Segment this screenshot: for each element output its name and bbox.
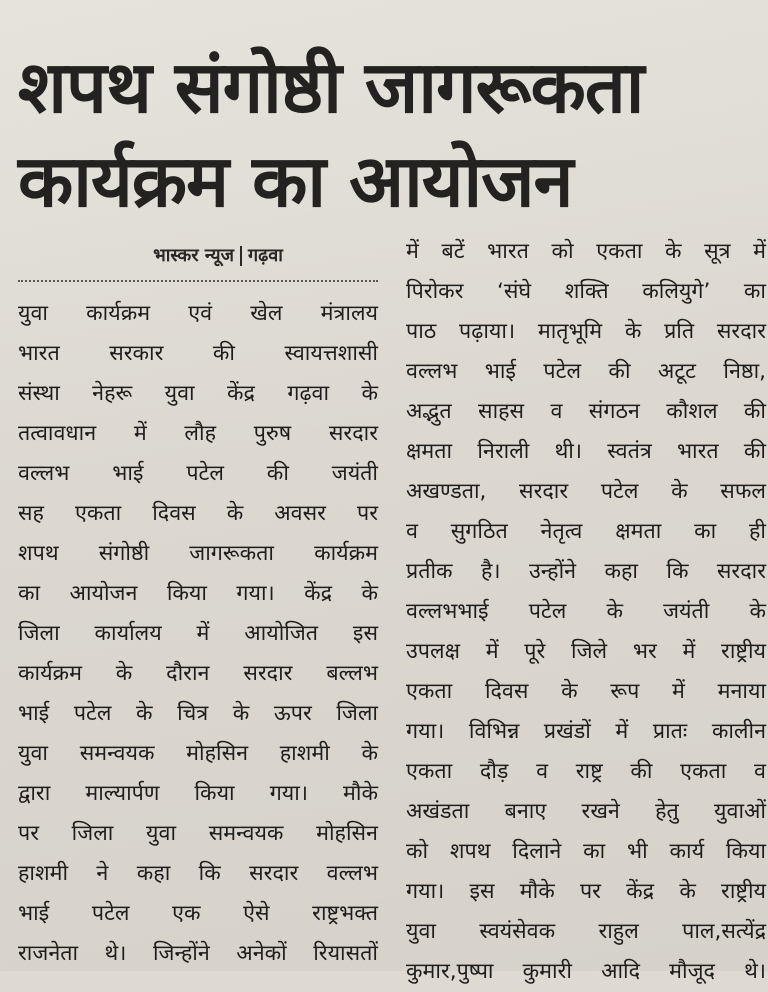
- article-text-line: क्षमता निराली थी। स्वतंत्र भारत की: [406, 439, 766, 464]
- byline-source: भास्कर न्यूज: [153, 245, 234, 266]
- article-text-line: अखंडता बनाए रखने हेतु युवाओं: [406, 799, 766, 824]
- article-text-line: संस्था नेहरू युवा केंद्र गढ़वा के: [18, 381, 378, 406]
- article-text-line: भाई पटेल एक ऐसे राष्ट्रभक्त: [18, 901, 378, 926]
- article-text-line: जिला कार्यालय में आयोजित इस: [18, 621, 378, 646]
- article-text-line: गया। विभिन्न प्रखंडों में प्रातः कालीन: [406, 719, 766, 744]
- article-text-line: भारत सरकार की स्वायत्तशासी: [18, 341, 378, 366]
- article-text-line: युवा स्वयंसेवक राहुल पाल,सत्येंद्र: [406, 919, 766, 944]
- article-text-line: व सुगठित नेतृत्व क्षमता का ही: [406, 519, 766, 544]
- article-text-line: कुमार,पुष्पा कुमारी आदि मौजूद थे।: [406, 959, 766, 984]
- article-text-line: युवा कार्यक्रम एवं खेल मंत्रालय: [18, 301, 378, 326]
- article-text-line: उपलक्ष में पूरे जिले भर में राष्ट्रीय: [406, 639, 766, 664]
- article-text-line: कार्यक्रम के दौरान सरदार बल्लभ: [18, 661, 378, 686]
- left-column-body: [18, 294, 378, 974]
- headline-line-2: कार्यक्रम का आयोजन: [18, 139, 573, 223]
- article-text-line: को शपथ दिलाने का भी कार्य किया: [406, 839, 766, 864]
- headline: [18, 40, 748, 228]
- article-text-line: पर जिला युवा समन्वयक मोहसिन: [18, 821, 378, 846]
- left-column: [18, 232, 378, 974]
- byline-separator: [240, 246, 242, 266]
- article-text-line: वल्लभभाई पटेल के जयंती के: [406, 599, 766, 624]
- right-column-body: [406, 232, 766, 992]
- article-text-line: पिरोकर ‘संघे शक्ति कलियुगे’ का: [406, 279, 766, 304]
- right-column: [406, 232, 766, 992]
- article-text-line: प्रतीक है। उन्होंने कहा कि सरदार: [406, 559, 766, 584]
- byline: [18, 232, 378, 282]
- article-text-line: अखण्डता, सरदार पटेल के सफल: [406, 479, 766, 504]
- article-text-line: वल्लभ भाई पटेल की जयंती: [18, 461, 378, 486]
- article-text-line: अद्भुत साहस व संगठन कौशल की: [406, 399, 766, 424]
- article-text-line: का आयोजन किया गया। केंद्र के: [18, 581, 378, 606]
- article-text-line: हाशमी ने कहा कि सरदार वल्लभ: [18, 861, 378, 886]
- headline-line-1: शपथ संगोष्ठी जागरूकता: [18, 45, 644, 129]
- article-text-line: एकता दिवस के रूप में मनाया: [406, 679, 766, 704]
- article-columns: [18, 232, 766, 984]
- article-text-line: पाठ पढ़ाया। मातृभूमि के प्रति सरदार: [406, 319, 766, 344]
- article-text-line: तत्वावधान में लौह पुरुष सरदार: [18, 421, 378, 446]
- article-text-line: गया। इस मौके पर केंद्र के राष्ट्रीय: [406, 879, 766, 904]
- article-text-line: भाई पटेल के चित्र के ऊपर जिला: [18, 701, 378, 726]
- article-text-line: सह एकता दिवस के अवसर पर: [18, 501, 378, 526]
- article-text-line: द्वारा माल्यार्पण किया गया। मौके: [18, 781, 378, 806]
- article-text-line: राजनेता थे। जिन्होंने अनेकों रियासतों: [18, 941, 378, 966]
- byline-location: गढ़वा: [247, 245, 283, 266]
- article-text-line: एकता दौड़ व राष्ट्र की एकता व: [406, 759, 766, 784]
- article-text-line: में बटें भारत को एकता के सूत्र में: [406, 239, 766, 264]
- article-text-line: शपथ संगोष्ठी जागरूकता कार्यक्रम: [18, 541, 378, 566]
- article-text-line: युवा समन्वयक मोहसिन हाशमी के: [18, 741, 378, 766]
- article-text-line: वल्लभ भाई पटेल की अटूट निष्ठा,: [406, 359, 766, 384]
